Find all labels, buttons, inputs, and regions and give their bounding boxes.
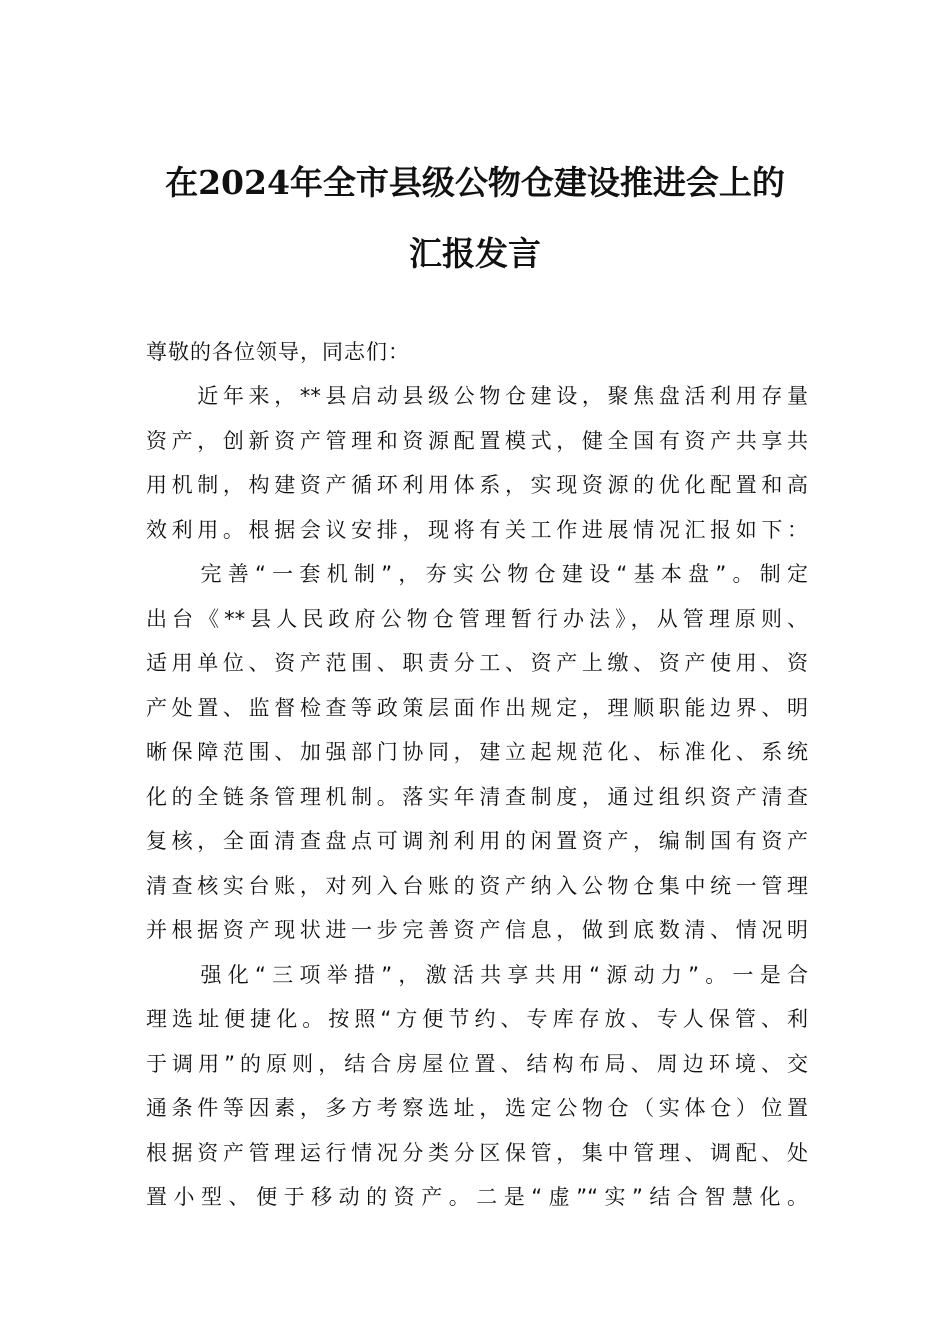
document-title-line-2: 汇报发言 [409,234,541,273]
paragraph-line: 根据资产管理运行情况分类分区保管，集中管理、调配、处 [146,1140,808,1165]
paragraph-line: 强化“三项举措”，激活共享共用“源动力”。一是合 [146,962,808,987]
paragraph-line: 产处置、监督检查等政策层面作出规定，理顺职能边界、明 [146,695,808,720]
paragraph-line: 化的全链条管理机制。落实年清查制度，通过组织资产清查 [146,784,808,809]
paragraph-line: 用机制，构建资产循环利用体系，实现资源的优化配置和高 [146,473,808,497]
paragraph-line: 出台《**县人民政府公物仓管理暂行办法》，从管理原则、 [146,606,808,631]
paragraph-line: 通条件等因素，多方考察选址，选定公物仓（实体仓）位置 [146,1096,808,1120]
paragraph-line: 理选址便捷化。按照“方便节约、专库存放、专人保管、利 [146,1007,808,1031]
paragraph-line: 置小型、便于移动的资产。二是“虚”“实”结合智慧化。 [146,1185,808,1209]
salutation: 尊敬的各位领导，同志们： [146,340,410,364]
paragraph-line: 适用单位、资产范围、职责分工、资产上缴、资产使用、资 [146,651,808,675]
document-title-line-1: 在2024年全市县级公物仓建设推进会上的 [165,163,785,202]
paragraph-line: 并根据资产现状进一步完善资产信息，做到底数清、情况明 [146,918,808,942]
paragraph-line: 于调用”的原则，结合房屋位置、结构布局、周边环境、交 [146,1051,808,1076]
paragraph-line: 复核，全面清查盘点可调剂利用的闲置资产，编制国有资产 [146,829,808,853]
paragraph-line: 完善“一套机制”，夯实公物仓建设“基本盘”。制定 [146,562,808,586]
paragraph-line: 近年来，**县启动县级公物仓建设，聚焦盘活利用存量 [146,384,808,408]
paragraph-line: 晰保障范围、加强部门协同，建立起规范化、标准化、系统 [146,740,808,764]
paragraph-line: 清查核实台账，对列入台账的资产纳入公物仓集中统一管理 [146,873,808,898]
paragraph-line: 效利用。根据会议安排，现将有关工作进展情况汇报如下： [146,517,808,542]
paragraph-line: 资产，创新资产管理和资源配置模式，健全国有资产共享共 [146,428,808,453]
